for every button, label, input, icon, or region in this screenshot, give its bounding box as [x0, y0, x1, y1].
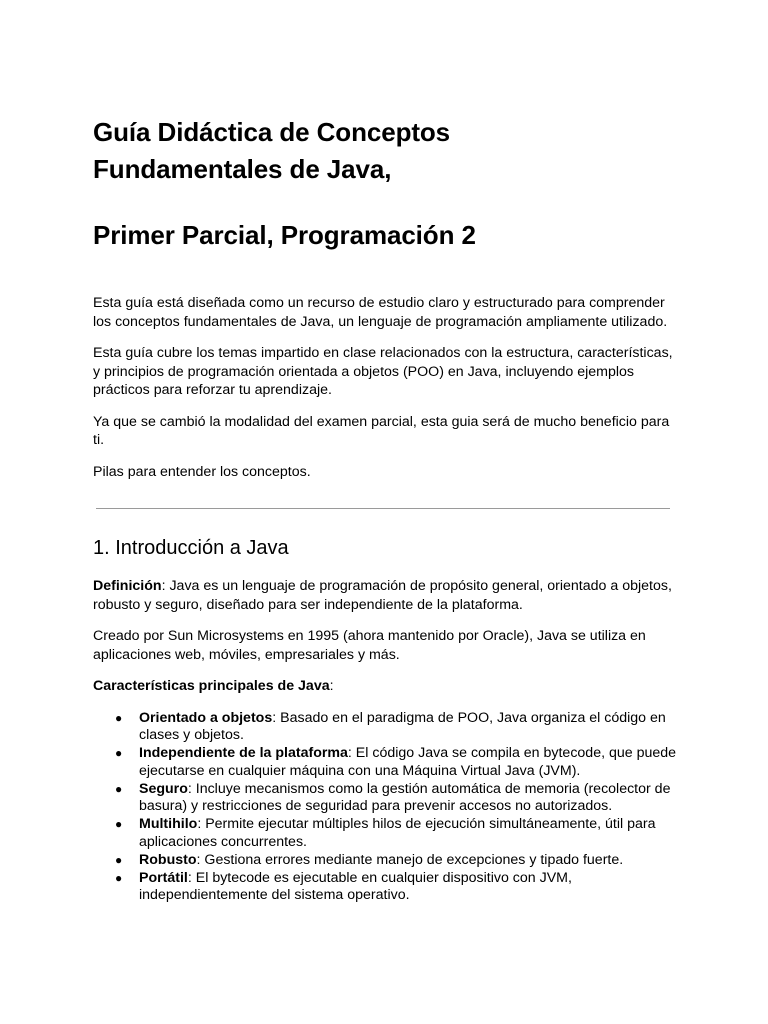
feature-term: Seguro: [139, 780, 188, 797]
list-item: [93, 745, 678, 780]
created-paragraph: Creado por Sun Microsystems en 1995 (ahora mantenido por Oracle), Java se utiliza en aplicaciones web, móviles, empresariales y más.: [93, 628, 646, 663]
bullet-icon: ●: [115, 710, 123, 725]
document-page: [93, 114, 678, 905]
list-item: [93, 870, 678, 905]
feature-text: : El bytecode es ejecutable en cualquier dispositivo con JVM, independientemente del sistema operativo.: [139, 869, 572, 903]
feature-term: Independiente de la plataforma: [139, 745, 348, 761]
bullet-icon: ●: [115, 817, 123, 831]
feature-term: Portátil: [139, 869, 188, 886]
section-heading-introduccion: 1. Introducción a Java: [93, 537, 289, 559]
features-label-colon: :: [329, 678, 334, 694]
bullet-icon: ●: [115, 852, 123, 867]
feature-term: Multihilo: [139, 816, 198, 832]
intro-paragraph-4: Pilas para entender los conceptos.: [93, 463, 311, 480]
bullet-icon: ●: [115, 746, 123, 760]
document-title-line-1: Guía Didáctica de Conceptos: [93, 117, 451, 147]
feature-text: : Gestiona errores mediante manejo de excepciones y tipado fuerte.: [196, 851, 624, 868]
features-label-paragraph: [93, 677, 678, 696]
bullet-icon: ●: [115, 781, 123, 796]
document-title-line-2: Fundamentales de Java,: [93, 154, 392, 184]
section-divider: [96, 508, 670, 509]
feature-text: : Permite ejecutar múltiples hilos de ejecución simultáneamente, útil para aplicaciones concurrentes.: [139, 816, 656, 850]
list-item: [93, 781, 678, 816]
document-subtitle: Primer Parcial, Programación 2: [93, 220, 476, 250]
definition-paragraph: [93, 577, 678, 614]
intro-paragraph-3: Ya que se cambió la modalidad del examen parcial, esta guia será de mucho beneficio para ti.: [93, 413, 670, 448]
list-item: [93, 710, 678, 745]
feature-text: : Basado en el paradigma de POO, Java organiza el código en clases y objetos.: [139, 709, 666, 743]
bullet-icon: ●: [115, 870, 123, 885]
intro-paragraph-1: Esta guía está diseñada como un recurso de estudio claro y estructurado para comprender los conceptos fundamentales de Java, un lenguaje de programación ampliamente utilizado.: [93, 295, 668, 330]
intro-paragraph-2: Esta guía cubre los temas impartido en clase relacionados con la estructura, características, y principios de programación orientada a objetos (POO) en Java, incluyendo ejemplos prácticos para reforzar tu aprendizaje.: [93, 345, 673, 398]
features-label: Características principales de Java: [93, 678, 330, 694]
definition-label: Definición: [93, 578, 162, 594]
feature-text: : El código Java se compila en bytecode, que puede ejecutarse en cualquier máquina con una Máquina Virtual Java (JVM).: [139, 745, 677, 779]
feature-term: Orientado a objetos: [139, 709, 273, 726]
feature-text: : Incluye mecanismos como la gestión automática de memoria (recolector de basura) y restricciones de seguridad para prevenir accesos no autorizados.: [139, 780, 671, 814]
list-item: [93, 816, 678, 851]
feature-term: Robusto: [139, 851, 197, 868]
definition-text: : Java es un lenguaje de programación de propósito general, orientado a objetos, robusto y seguro, diseñado para ser independiente de la plataforma.: [93, 578, 672, 613]
list-item: [93, 852, 678, 870]
features-list: [93, 710, 678, 905]
